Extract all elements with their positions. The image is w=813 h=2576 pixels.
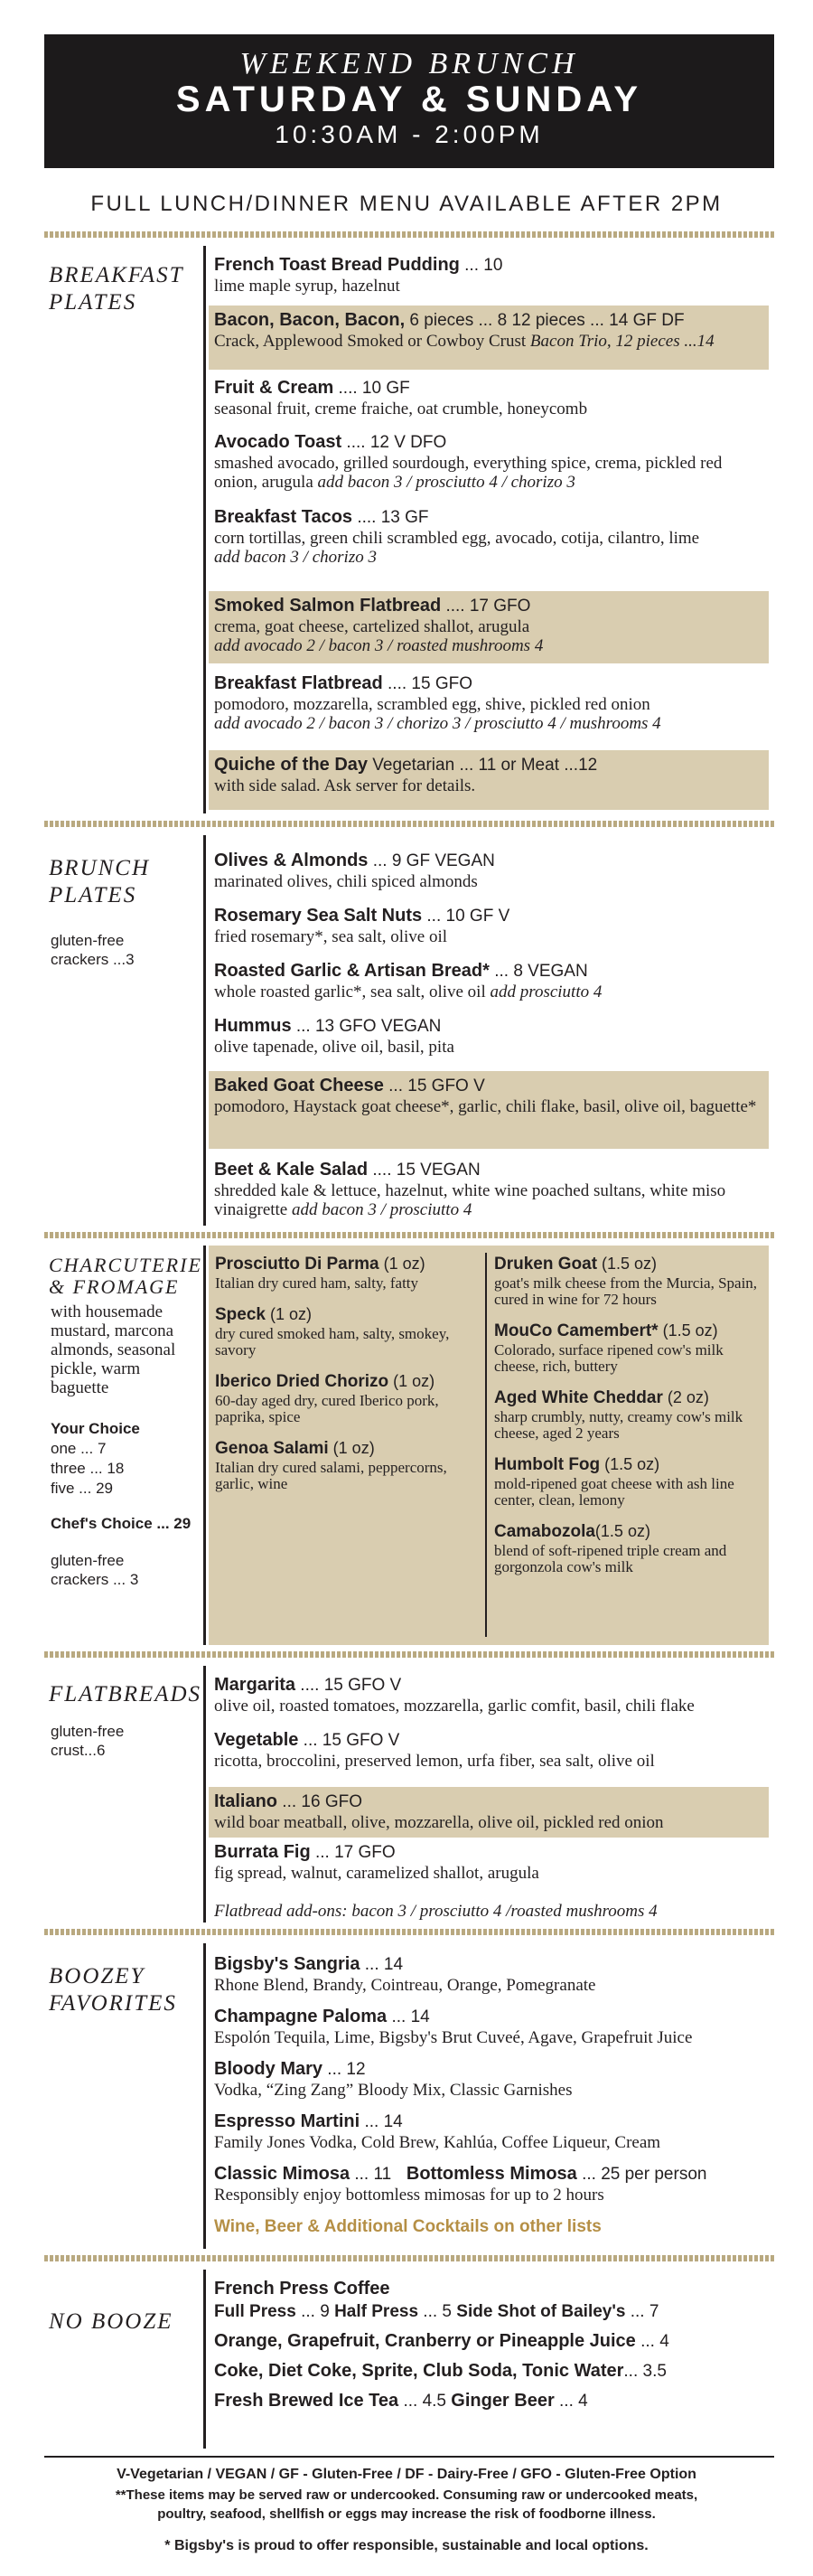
charcuterie-item: Druken Goat (1.5 oz) goat's milk cheese from the Murcia, Spain, cured in wine for 72 hours [494, 1255, 758, 1308]
brunch-gf-note: gluten-free crackers ...3 [51, 932, 135, 968]
item-price: ... 10 [459, 256, 503, 275]
item-price: ... 4 [635, 2332, 669, 2351]
item-desc: Vodka, “Zing Zang” Bloody Mix, Classic Garnishes [214, 2081, 573, 2100]
item-name: Breakfast Tacos [214, 507, 353, 527]
item-name: Roasted Garlic & Artisan Bread* [214, 961, 490, 981]
item-price: .... 13 GF [352, 508, 429, 527]
section-vline [203, 1666, 206, 1923]
item-name: Burrata Fig [214, 1842, 311, 1862]
item-price: ... 15 GFO V [298, 1731, 400, 1750]
item-name: Avocado Toast [214, 432, 342, 452]
section-title-nobooze: NO BOOZE [49, 2309, 173, 2334]
menu-item [209, 1670, 769, 1719]
item-price: .... 15 GFO [382, 674, 472, 693]
charcuterie-col-divider [485, 1253, 487, 1637]
item-price: ... 4 [554, 2392, 588, 2411]
item-name: Coke, Diet Coke, Sprite, Club Soda, Tonic Water [214, 2361, 624, 2381]
menu-item [209, 1155, 769, 1223]
charcuterie-gf-note: gluten-free crackers ... 3 [51, 1552, 139, 1588]
item-name: French Press Coffee [214, 2279, 390, 2299]
section-title-charcuterie: CHARCUTERIE & FROMAGE [49, 1254, 202, 1298]
charcuterie-item: Aged White Cheddar (2 oz) sharp crumbly, nutty, creamy cow's milk cheese, aged 2 years [494, 1388, 743, 1442]
item-name: French Toast Bread Pudding [214, 255, 460, 275]
menu-item [209, 428, 769, 495]
item-desc: fig spread, walnut, caramelized shallot, arugula [214, 1864, 539, 1883]
item-desc: smashed avocado, grilled sourdough, everything spice, crema, pickled red onion, arugula [214, 454, 723, 492]
item-addon: add avocado 2 / bacon 3 / roasted mushrooms 4 [214, 636, 544, 655]
item-name: Espresso Martini [214, 2111, 360, 2131]
menu-item [209, 2002, 769, 2051]
menu-item [209, 1838, 769, 1886]
item-name: Hummus [214, 1016, 292, 1036]
item-name: Champagne Paloma [214, 2007, 388, 2026]
divider [44, 1929, 774, 1935]
item-price: .... 12 V DFO [341, 433, 447, 452]
charcuterie-item: Prosciutto Di Parma (1 oz) Italian dry cured ham, salty, fatty [215, 1255, 425, 1292]
menu-item [209, 1950, 769, 1998]
menu-item-highlight [209, 1787, 769, 1838]
item-desc: lime maple syrup, hazelnut [214, 277, 400, 296]
divider [44, 2255, 774, 2261]
item-price: ... 3.5 [623, 2362, 667, 2381]
section-title-boozey: BOOZEY FAVORITES [49, 1964, 177, 2016]
divider [44, 821, 774, 827]
item-price: ... 16 GFO [277, 1792, 362, 1811]
sustainability-note: * Bigsby's is proud to offer responsible, sustainable and local options. [164, 2538, 649, 2553]
item-desc: corn tortillas, green chili scrambled egg, avocado, cotija, cilantro, lime [214, 529, 700, 548]
header-hours: 10:30AM - 2:00PM [275, 120, 544, 148]
section-title-flatbreads: FLATBREADS [49, 1682, 202, 1706]
item-name: Breakfast Flatbread [214, 673, 383, 693]
item-desc: Responsibly enjoy bottomless mimosas for up to 2 hours [214, 2186, 604, 2205]
menu-item [209, 956, 769, 1005]
item-name: Bacon, Bacon, Bacon, [214, 310, 406, 330]
choice-one: one ... 7 [51, 1440, 107, 1457]
item-name: Quiche of the Day [214, 755, 369, 775]
charcuterie-note: with housemade mustard, marcona almonds, seasonal pickle, warm baguette [51, 1302, 176, 1397]
menu-item [209, 1725, 769, 1774]
item-desc: olive tapenade, olive oil, basil, pita [214, 1038, 454, 1057]
menu-item [209, 503, 769, 570]
item-desc: with side salad. Ask server for details. [214, 776, 476, 795]
item-addon: add bacon 3 / prosciutto 4 [292, 1200, 472, 1219]
item-desc: crema, goat cheese, cartelized shallot, arugula [214, 617, 530, 636]
cheeses-column [494, 1253, 765, 1587]
menu-item [209, 669, 769, 737]
raw-warning-1: **These items may be served raw or undercooked. Consuming raw or undercooked meats, [115, 2487, 698, 2503]
item-name: Margarita [214, 1675, 296, 1695]
section-title-brunch: BRUNCH PLATES [49, 856, 150, 907]
chefs-choice: Chef's Choice ... 29 [51, 1515, 192, 1532]
item-price: ... 13 GFO VEGAN [291, 1017, 442, 1036]
item-price: 6 pieces ... 8 12 pieces ... 14 GF DF [405, 311, 685, 330]
item-price: ... 14 [360, 1955, 404, 1974]
item-desc: Family Jones Vodka, Cold Brew, Kahlúa, Coffee Liqueur, Cream [214, 2133, 661, 2152]
menu-item-highlight [209, 306, 769, 370]
item-price: ... 10 GF V [422, 907, 510, 926]
coffee-sizes: Full Press ... 9 Half Press ... 5 Side Shot of Bailey's ... 7 [214, 2302, 659, 2321]
item-price: .... 15 GFO V [295, 1676, 402, 1695]
item-price: .... 17 GFO [441, 597, 531, 616]
menu-item [209, 373, 769, 422]
item-name: Fresh Brewed Ice Tea [214, 2391, 399, 2411]
section-title-breakfast: BREAKFAST PLATES [49, 263, 184, 315]
item-price: ... 8 VEGAN [489, 962, 588, 981]
your-choice-label: Your Choice [51, 1420, 140, 1437]
item-desc: Crack, Applewood Smoked or Cowboy Crust [214, 332, 530, 351]
charcuterie-item: Humbolt Fog (1.5 oz) mold-ripened goat cheese with ash line center, clean, lemony [494, 1455, 734, 1509]
item-price: ... 15 GFO V [383, 1076, 485, 1095]
menu-item [209, 250, 769, 299]
item-name: Orange, Grapefruit, Cranberry or Pineapple Juice [214, 2331, 636, 2351]
item-addon: add prosciutto 4 [490, 982, 603, 1001]
menu-item-highlight [209, 750, 769, 810]
item-price: Vegetarian ... 11 or Meat ...12 [368, 756, 598, 775]
menu-item [209, 2054, 769, 2103]
item-name: Bottomless Mimosa [406, 2164, 577, 2184]
divider [44, 1651, 774, 1658]
raw-warning-2: poultry, seafood, shellfish or eggs may increase the risk of foodborne illness. [157, 2506, 656, 2522]
item-desc: fried rosemary*, sea salt, olive oil [214, 927, 448, 946]
menu-item [209, 901, 769, 950]
item-name: Italiano [214, 1791, 278, 1811]
item-addon: add bacon 3 / prosciutto 4 / chorizo 3 [317, 473, 575, 492]
flatbreads-gf-note: gluten-free crust...6 [51, 1723, 125, 1759]
item-price: ... 17 GFO [310, 1843, 396, 1862]
item-price: ... 11 [350, 2165, 392, 2184]
item-name: Smoked Salmon Flatbread [214, 596, 442, 616]
item-desc: olive oil, roasted tomatoes, mozzarella, garlic comfit, basil, chili flake [214, 1697, 695, 1716]
charcuterie-item: Iberico Dried Chorizo (1 oz) 60-day aged dry, cured Iberico pork, paprika, spice [215, 1372, 439, 1425]
item-name: Bloody Mary [214, 2059, 323, 2079]
item-name: Fruit & Cream [214, 378, 334, 398]
menu-item-highlight [209, 591, 769, 663]
flatbread-addons: Flatbread add-ons: bacon 3 / prosciutto 4 /roasted mushrooms 4 [214, 1902, 658, 1921]
menu-item-mimosa [209, 2159, 769, 2208]
item-desc: ricotta, broccolini, preserved lemon, urfa fiber, sea salt, olive oil [214, 1752, 655, 1771]
item-name: Baked Goat Cheese [214, 1076, 384, 1095]
footer-rule [44, 2456, 774, 2458]
divider [44, 1232, 774, 1238]
section-vline [203, 2270, 206, 2449]
item-desc: shredded kale & lettuce, hazelnut, white wine poached sultans, white miso vinaigrette [214, 1181, 726, 1219]
item-name: Rosemary Sea Salt Nuts [214, 906, 423, 926]
charcuterie-item: MouCo Camembert* (1.5 oz) Colorado, surface ripened cow's milk cheese, rich, buttery [494, 1321, 724, 1375]
section-vline [203, 835, 206, 1226]
menu-item [209, 846, 769, 895]
item-desc: wild boar meatball, olive, mozzarella, olive oil, pickled red onion [214, 1813, 664, 1832]
menu-item [209, 2107, 769, 2156]
item-name: Bigsby's Sangria [214, 1954, 360, 1974]
item-desc: Rhone Blend, Brandy, Cointreau, Orange, Pomegranate [214, 1976, 596, 1995]
section-vline [203, 1246, 206, 1645]
item-name: Beet & Kale Salad [214, 1160, 369, 1180]
section-vline [203, 246, 206, 813]
item-name: Vegetable [214, 1730, 299, 1750]
menu-item [209, 1011, 769, 1060]
item-price: ... 25 per person [576, 2165, 707, 2184]
charcuterie-item: Genoa Salami (1 oz) Italian dry cured salami, peppercorns, garlic, wine [215, 1439, 447, 1492]
divider [44, 231, 774, 238]
item-name: Ginger Beer [451, 2391, 555, 2411]
section-vline [203, 1943, 206, 2249]
meats-column [215, 1253, 477, 1504]
choice-three: three ... 18 [51, 1460, 125, 1477]
charcuterie-item: Camabozola(1.5 oz) blend of soft-ripened triple cream and gorgonzola cow's milk [494, 1522, 727, 1575]
choice-five: five ... 29 [51, 1480, 113, 1497]
item-price: ... 14 [360, 2112, 403, 2131]
item-price: .... 15 VEGAN [368, 1161, 481, 1180]
menu-item-highlight [209, 1071, 769, 1149]
item-desc: pomodoro, Haystack goat cheese*, garlic, chili flake, basil, olive oil, baguette* [214, 1097, 757, 1116]
item-price: ... 4.5 [398, 2392, 452, 2411]
item-addon: Bacon Trio, 12 pieces ...14 [529, 332, 715, 351]
no-booze-list [209, 2274, 769, 2416]
item-desc: pomodoro, mozzarella, scrambled egg, shive, pickled red onion [214, 695, 650, 714]
item-price: ... 14 [387, 2007, 430, 2026]
item-desc: seasonal fruit, creme fraiche, oat crumble, honeycomb [214, 400, 588, 418]
item-price: .... 10 GF [333, 379, 410, 398]
header-days: SATURDAY & SUNDAY [175, 80, 643, 119]
subhead-full-menu: FULL LUNCH/DINNER MENU AVAILABLE AFTER 2PM [90, 192, 723, 216]
item-price: ... 9 GF VEGAN [368, 851, 495, 870]
item-addon: add bacon 3 / chorizo 3 [214, 548, 377, 567]
item-name: Classic Mimosa [214, 2164, 350, 2184]
header-weekend-brunch: WEEKEND BRUNCH [239, 47, 579, 80]
wine-beer-note: Wine, Beer & Additional Cocktails on other lists [214, 2217, 602, 2236]
item-price: ... 12 [322, 2060, 366, 2079]
dietary-legend: V-Vegetarian / VEGAN / GF - Gluten-Free / DF - Dairy-Free / GFO - Gluten-Free Option [117, 2467, 696, 2482]
item-addon: add avocado 2 / bacon 3 / chorizo 3 / prosciutto 4 / mushrooms 4 [214, 714, 661, 733]
charcuterie-item: Speck (1 oz) dry cured smoked ham, salty, smokey, savory [215, 1305, 450, 1359]
item-name: Olives & Almonds [214, 851, 369, 870]
item-desc: marinated olives, chili spiced almonds [214, 872, 478, 891]
item-desc: Espolón Tequila, Lime, Bigsby's Brut Cuveé, Agave, Grapefruit Juice [214, 2028, 693, 2047]
menu-header [44, 34, 774, 168]
item-desc: whole roasted garlic*, sea salt, olive oil [214, 982, 491, 1001]
